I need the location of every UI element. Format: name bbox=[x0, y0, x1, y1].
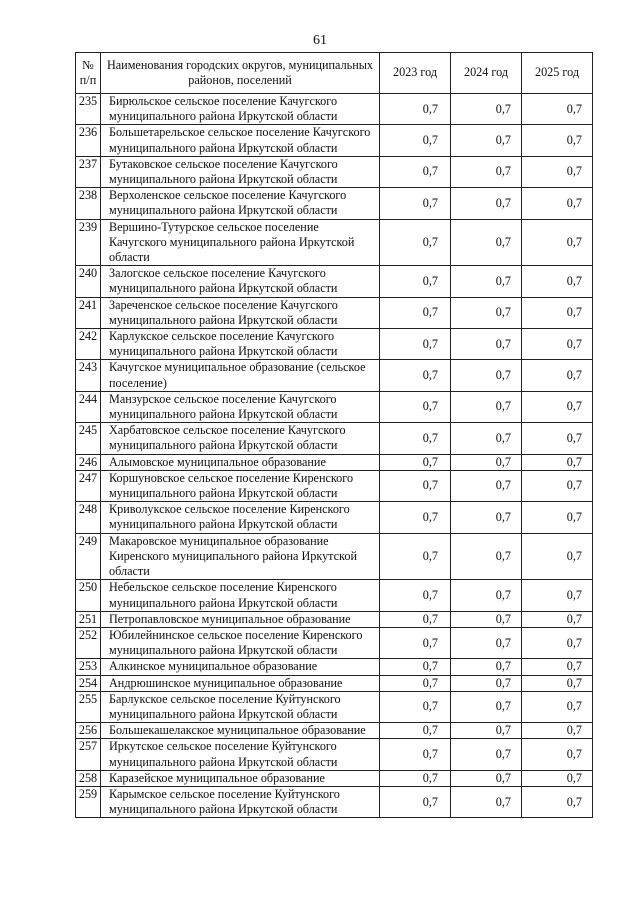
row-value-2023: 0,7 bbox=[380, 219, 451, 266]
table-row bbox=[76, 675, 593, 691]
row-name: Андрюшинское муниципальное образование bbox=[101, 675, 380, 691]
table-row bbox=[76, 188, 593, 219]
row-value-2024: 0,7 bbox=[451, 188, 522, 219]
row-value-2025: 0,7 bbox=[522, 533, 593, 580]
row-value-2023: 0,7 bbox=[380, 94, 451, 125]
row-value-2024: 0,7 bbox=[451, 627, 522, 658]
row-value-2025: 0,7 bbox=[522, 659, 593, 675]
header-name: Наименования городских округов, муниципальных районов, поселений bbox=[101, 53, 380, 94]
row-name: Барлукское сельское поселение Куйтунского муниципального района Иркутской области bbox=[101, 691, 380, 722]
row-value-2024: 0,7 bbox=[451, 94, 522, 125]
row-number: 247 bbox=[76, 470, 101, 501]
row-name: Качугское муниципальное образование (сельское поселение) bbox=[101, 360, 380, 391]
row-number: 250 bbox=[76, 580, 101, 611]
table-body bbox=[76, 94, 593, 818]
row-number: 241 bbox=[76, 297, 101, 328]
row-name: Коршуновское сельское поселение Киренского муниципального района Иркутской области bbox=[101, 470, 380, 501]
row-number: 237 bbox=[76, 156, 101, 187]
row-name: Иркутское сельское поселение Куйтунского муниципального района Иркутской области bbox=[101, 739, 380, 770]
row-value-2023: 0,7 bbox=[380, 454, 451, 470]
row-name: Алкинское муниципальное образование bbox=[101, 659, 380, 675]
row-value-2024: 0,7 bbox=[451, 391, 522, 422]
row-name: Макаровское муниципальное образование Киренского муниципального района Иркутской области bbox=[101, 533, 380, 580]
row-number: 239 bbox=[76, 219, 101, 266]
row-value-2023: 0,7 bbox=[380, 611, 451, 627]
table-row bbox=[76, 297, 593, 328]
row-name: Верхоленское сельское поселение Качугского муниципального района Иркутской области bbox=[101, 188, 380, 219]
table-row bbox=[76, 360, 593, 391]
table-row bbox=[76, 423, 593, 454]
row-name: Залогское сельское поселение Качугского муниципального района Иркутской области bbox=[101, 266, 380, 297]
table-row bbox=[76, 627, 593, 658]
page-number: 61 bbox=[313, 33, 327, 48]
row-value-2025: 0,7 bbox=[522, 723, 593, 739]
row-name: Бутаковское сельское поселение Качугского муниципального района Иркутской области bbox=[101, 156, 380, 187]
row-value-2023: 0,7 bbox=[380, 770, 451, 786]
row-value-2023: 0,7 bbox=[380, 691, 451, 722]
row-value-2024: 0,7 bbox=[451, 502, 522, 533]
row-value-2024: 0,7 bbox=[451, 533, 522, 580]
row-value-2025: 0,7 bbox=[522, 219, 593, 266]
row-number: 249 bbox=[76, 533, 101, 580]
row-value-2023: 0,7 bbox=[380, 786, 451, 817]
row-value-2023: 0,7 bbox=[380, 329, 451, 360]
row-number: 252 bbox=[76, 627, 101, 658]
row-value-2025: 0,7 bbox=[522, 94, 593, 125]
table-row bbox=[76, 266, 593, 297]
table-row bbox=[76, 723, 593, 739]
row-value-2025: 0,7 bbox=[522, 786, 593, 817]
row-number: 256 bbox=[76, 723, 101, 739]
row-value-2023: 0,7 bbox=[380, 391, 451, 422]
table-row bbox=[76, 94, 593, 125]
row-number: 253 bbox=[76, 659, 101, 675]
row-number: 254 bbox=[76, 675, 101, 691]
row-value-2023: 0,7 bbox=[380, 266, 451, 297]
table-row bbox=[76, 691, 593, 722]
row-number: 240 bbox=[76, 266, 101, 297]
row-value-2025: 0,7 bbox=[522, 691, 593, 722]
row-number: 235 bbox=[76, 94, 101, 125]
header-num: № п/п bbox=[76, 53, 101, 94]
row-value-2024: 0,7 bbox=[451, 675, 522, 691]
row-value-2025: 0,7 bbox=[522, 454, 593, 470]
row-value-2024: 0,7 bbox=[451, 266, 522, 297]
table-row bbox=[76, 329, 593, 360]
row-value-2025: 0,7 bbox=[522, 470, 593, 501]
table-row bbox=[76, 125, 593, 156]
row-number: 259 bbox=[76, 786, 101, 817]
row-value-2024: 0,7 bbox=[451, 580, 522, 611]
table-header-row bbox=[76, 53, 593, 94]
row-name: Вершино-Тутурское сельское поселение Качугского муниципального района Иркутской области bbox=[101, 219, 380, 266]
row-number: 236 bbox=[76, 125, 101, 156]
row-value-2025: 0,7 bbox=[522, 125, 593, 156]
row-name: Зареченское сельское поселение Качугского муниципального района Иркутской области bbox=[101, 297, 380, 328]
row-value-2024: 0,7 bbox=[451, 423, 522, 454]
row-name: Юбилейнинское сельское поселение Киренского муниципального района Иркутской области bbox=[101, 627, 380, 658]
row-value-2025: 0,7 bbox=[522, 739, 593, 770]
table-row bbox=[76, 470, 593, 501]
row-value-2025: 0,7 bbox=[522, 770, 593, 786]
row-name: Алымовское муниципальное образование bbox=[101, 454, 380, 470]
row-value-2024: 0,7 bbox=[451, 454, 522, 470]
table-row bbox=[76, 659, 593, 675]
row-value-2025: 0,7 bbox=[522, 266, 593, 297]
row-value-2025: 0,7 bbox=[522, 188, 593, 219]
row-name: Карлукское сельское поселение Качугского муниципального района Иркутской области bbox=[101, 329, 380, 360]
table-row bbox=[76, 454, 593, 470]
row-number: 245 bbox=[76, 423, 101, 454]
row-value-2024: 0,7 bbox=[451, 219, 522, 266]
table-row bbox=[76, 156, 593, 187]
table-row bbox=[76, 533, 593, 580]
row-number: 258 bbox=[76, 770, 101, 786]
table-row bbox=[76, 580, 593, 611]
row-number: 255 bbox=[76, 691, 101, 722]
row-value-2025: 0,7 bbox=[522, 423, 593, 454]
row-value-2025: 0,7 bbox=[522, 360, 593, 391]
row-value-2023: 0,7 bbox=[380, 739, 451, 770]
row-value-2025: 0,7 bbox=[522, 391, 593, 422]
row-value-2023: 0,7 bbox=[380, 723, 451, 739]
row-name: Карымское сельское поселение Куйтунского муниципального района Иркутской области bbox=[101, 786, 380, 817]
row-value-2024: 0,7 bbox=[451, 691, 522, 722]
row-value-2023: 0,7 bbox=[380, 675, 451, 691]
table-row bbox=[76, 502, 593, 533]
row-value-2025: 0,7 bbox=[522, 156, 593, 187]
row-value-2024: 0,7 bbox=[451, 125, 522, 156]
row-value-2024: 0,7 bbox=[451, 739, 522, 770]
header-2024: 2024 год bbox=[451, 53, 522, 94]
row-value-2023: 0,7 bbox=[380, 502, 451, 533]
row-value-2025: 0,7 bbox=[522, 675, 593, 691]
row-value-2025: 0,7 bbox=[522, 502, 593, 533]
row-number: 246 bbox=[76, 454, 101, 470]
row-value-2025: 0,7 bbox=[522, 627, 593, 658]
row-number: 242 bbox=[76, 329, 101, 360]
row-value-2023: 0,7 bbox=[380, 470, 451, 501]
header-2023: 2023 год bbox=[380, 53, 451, 94]
row-value-2024: 0,7 bbox=[451, 297, 522, 328]
row-value-2025: 0,7 bbox=[522, 329, 593, 360]
row-value-2023: 0,7 bbox=[380, 297, 451, 328]
header-2025: 2025 год bbox=[522, 53, 593, 94]
row-value-2024: 0,7 bbox=[451, 329, 522, 360]
data-table bbox=[75, 52, 593, 818]
row-value-2023: 0,7 bbox=[380, 156, 451, 187]
row-number: 238 bbox=[76, 188, 101, 219]
row-value-2023: 0,7 bbox=[380, 360, 451, 391]
row-name: Большекашелакское муниципальное образование bbox=[101, 723, 380, 739]
row-value-2024: 0,7 bbox=[451, 156, 522, 187]
row-value-2024: 0,7 bbox=[451, 360, 522, 391]
row-value-2024: 0,7 bbox=[451, 611, 522, 627]
row-name: Каразейское муниципальное образование bbox=[101, 770, 380, 786]
row-name: Манзурское сельское поселение Качугского муниципального района Иркутской области bbox=[101, 391, 380, 422]
table-row bbox=[76, 391, 593, 422]
row-value-2025: 0,7 bbox=[522, 611, 593, 627]
row-value-2023: 0,7 bbox=[380, 188, 451, 219]
row-value-2024: 0,7 bbox=[451, 470, 522, 501]
row-value-2023: 0,7 bbox=[380, 627, 451, 658]
row-name: Криволукское сельское поселение Киренского муниципального района Иркутской области bbox=[101, 502, 380, 533]
table-row bbox=[76, 219, 593, 266]
table-row bbox=[76, 770, 593, 786]
row-value-2023: 0,7 bbox=[380, 580, 451, 611]
table-row bbox=[76, 739, 593, 770]
row-value-2024: 0,7 bbox=[451, 659, 522, 675]
row-value-2023: 0,7 bbox=[380, 423, 451, 454]
row-value-2025: 0,7 bbox=[522, 297, 593, 328]
row-value-2023: 0,7 bbox=[380, 125, 451, 156]
row-number: 257 bbox=[76, 739, 101, 770]
row-number: 243 bbox=[76, 360, 101, 391]
row-value-2024: 0,7 bbox=[451, 770, 522, 786]
row-name: Бирюльское сельское поселение Качугского муниципального района Иркутской области bbox=[101, 94, 380, 125]
row-name: Небельское сельское поселение Киренского муниципального района Иркутской области bbox=[101, 580, 380, 611]
row-number: 244 bbox=[76, 391, 101, 422]
table-row bbox=[76, 611, 593, 627]
row-number: 248 bbox=[76, 502, 101, 533]
row-name: Петропавловское муниципальное образование bbox=[101, 611, 380, 627]
row-value-2024: 0,7 bbox=[451, 723, 522, 739]
row-name: Большетарельское сельское поселение Качугского муниципального района Иркутской области bbox=[101, 125, 380, 156]
row-value-2023: 0,7 bbox=[380, 659, 451, 675]
row-value-2025: 0,7 bbox=[522, 580, 593, 611]
row-value-2024: 0,7 bbox=[451, 786, 522, 817]
row-name: Харбатовское сельское поселение Качугского муниципального района Иркутской области bbox=[101, 423, 380, 454]
table-row bbox=[76, 786, 593, 817]
row-number: 251 bbox=[76, 611, 101, 627]
row-value-2023: 0,7 bbox=[380, 533, 451, 580]
